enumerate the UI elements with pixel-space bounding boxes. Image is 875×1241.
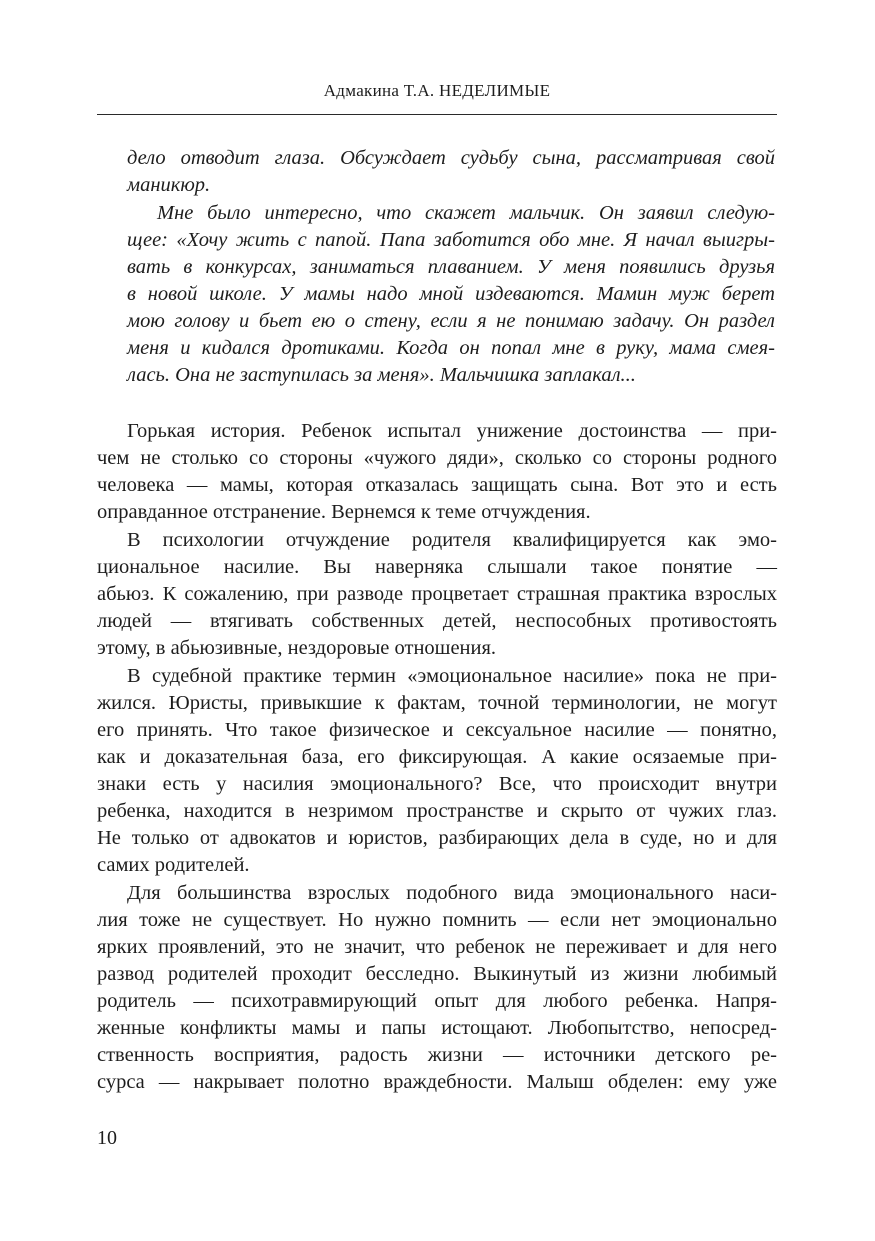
text-line: людей — втягивать собственных детей, неспособных противостоять	[97, 610, 777, 632]
text-line: самих родителей.	[97, 854, 250, 876]
text-line: Мне было интересно, что скажет мальчик. Он заявил следую-	[157, 202, 775, 224]
text-line: ребенка, находится в незримом пространстве и скрыто от чужих глаз.	[97, 800, 777, 822]
text-line: оправданное отстранение. Вернемся к теме отчуждения.	[97, 501, 591, 523]
text-line: щее: «Хочу жить с папой. Папа заботится обо мне. Я начал выигры-	[127, 229, 775, 251]
text-line: мою голову и бьет ею о стену, если я не понимаю задачу. Он раздел	[127, 310, 775, 332]
text-line: этому, в абьюзивные, нездоровые отношения.	[97, 637, 497, 659]
running-header: Адмакина Т.А. НЕДЕЛИМЫЕ	[323, 81, 551, 100]
text-line: человека — мамы, которая отказалась защищать сына. Вот это и есть	[97, 474, 777, 496]
text-line: меня и кидался дротиками. Когда он попал мне в руку, мама смея-	[127, 337, 775, 359]
text-line: лия тоже не существует. Но нужно помнить — если нет эмоционально	[97, 909, 777, 931]
text-line: родитель — психотравмирующий опыт для любого ребенка. Напря-	[97, 990, 777, 1012]
text-line: развод родителей проходит бесследно. Выкинутый из жизни любимый	[97, 963, 777, 985]
text-line: абьюз. К сожалению, при разводе процветает страшная практика взрослых	[97, 583, 777, 605]
text-line: вать в конкурсах, заниматься плаванием. У меня появились друзья	[127, 256, 775, 278]
text-line: в новой школе. У мамы надо мной издеваются. Мамин муж берет	[127, 283, 775, 305]
text-line: женные конфликты мамы и папы истощают. Любопытство, непосред-	[97, 1017, 777, 1039]
text-line: ственность восприятия, радость жизни — источники детского ре-	[97, 1044, 777, 1066]
text-line: жился. Юристы, привыкшие к фактам, точной терминологии, не могут	[97, 692, 777, 714]
text-line: знаки есть у насилия эмоционального? Все, что происходит внутри	[97, 773, 777, 795]
text-line: В психологии отчуждение родителя квалифицируется как эмо-	[127, 529, 777, 551]
text-line: Горькая история. Ребенок испытал унижение достоинства — при-	[127, 420, 777, 442]
text-line: Не только от адвокатов и юристов, разбирающих дела в суде, но и для	[97, 827, 777, 849]
text-line: сурса — накрывает полотно враждебности. Малыш обделен: ему уже	[97, 1071, 777, 1093]
text-line: Для большинства взрослых подобного вида эмоционального наси-	[127, 882, 777, 904]
text-line: В судебной практике термин «эмоциональное насилие» пока не при-	[127, 665, 777, 687]
page-number: 10	[97, 1127, 117, 1149]
text-line: его принять. Что такое физическое и сексуальное насилие — понятно,	[97, 719, 777, 741]
text-line: маникюр.	[127, 174, 211, 196]
text-line: чем не столько со стороны «чужого дяди», сколько со стороны родного	[97, 447, 777, 469]
text-line: лась. Она не заступилась за меня». Мальчишка заплакал...	[127, 364, 636, 386]
text-line: циональное насилие. Вы наверняка слышали такое понятие —	[97, 556, 777, 578]
text-line: ярких проявлений, это не значит, что ребенок не переживает и для него	[97, 936, 777, 958]
text-line: дело отводит глаза. Обсуждает судьбу сына, рассматривая свой	[127, 147, 775, 169]
text-line: как и доказательная база, его фиксирующая. А какие осязаемые при-	[97, 746, 777, 768]
